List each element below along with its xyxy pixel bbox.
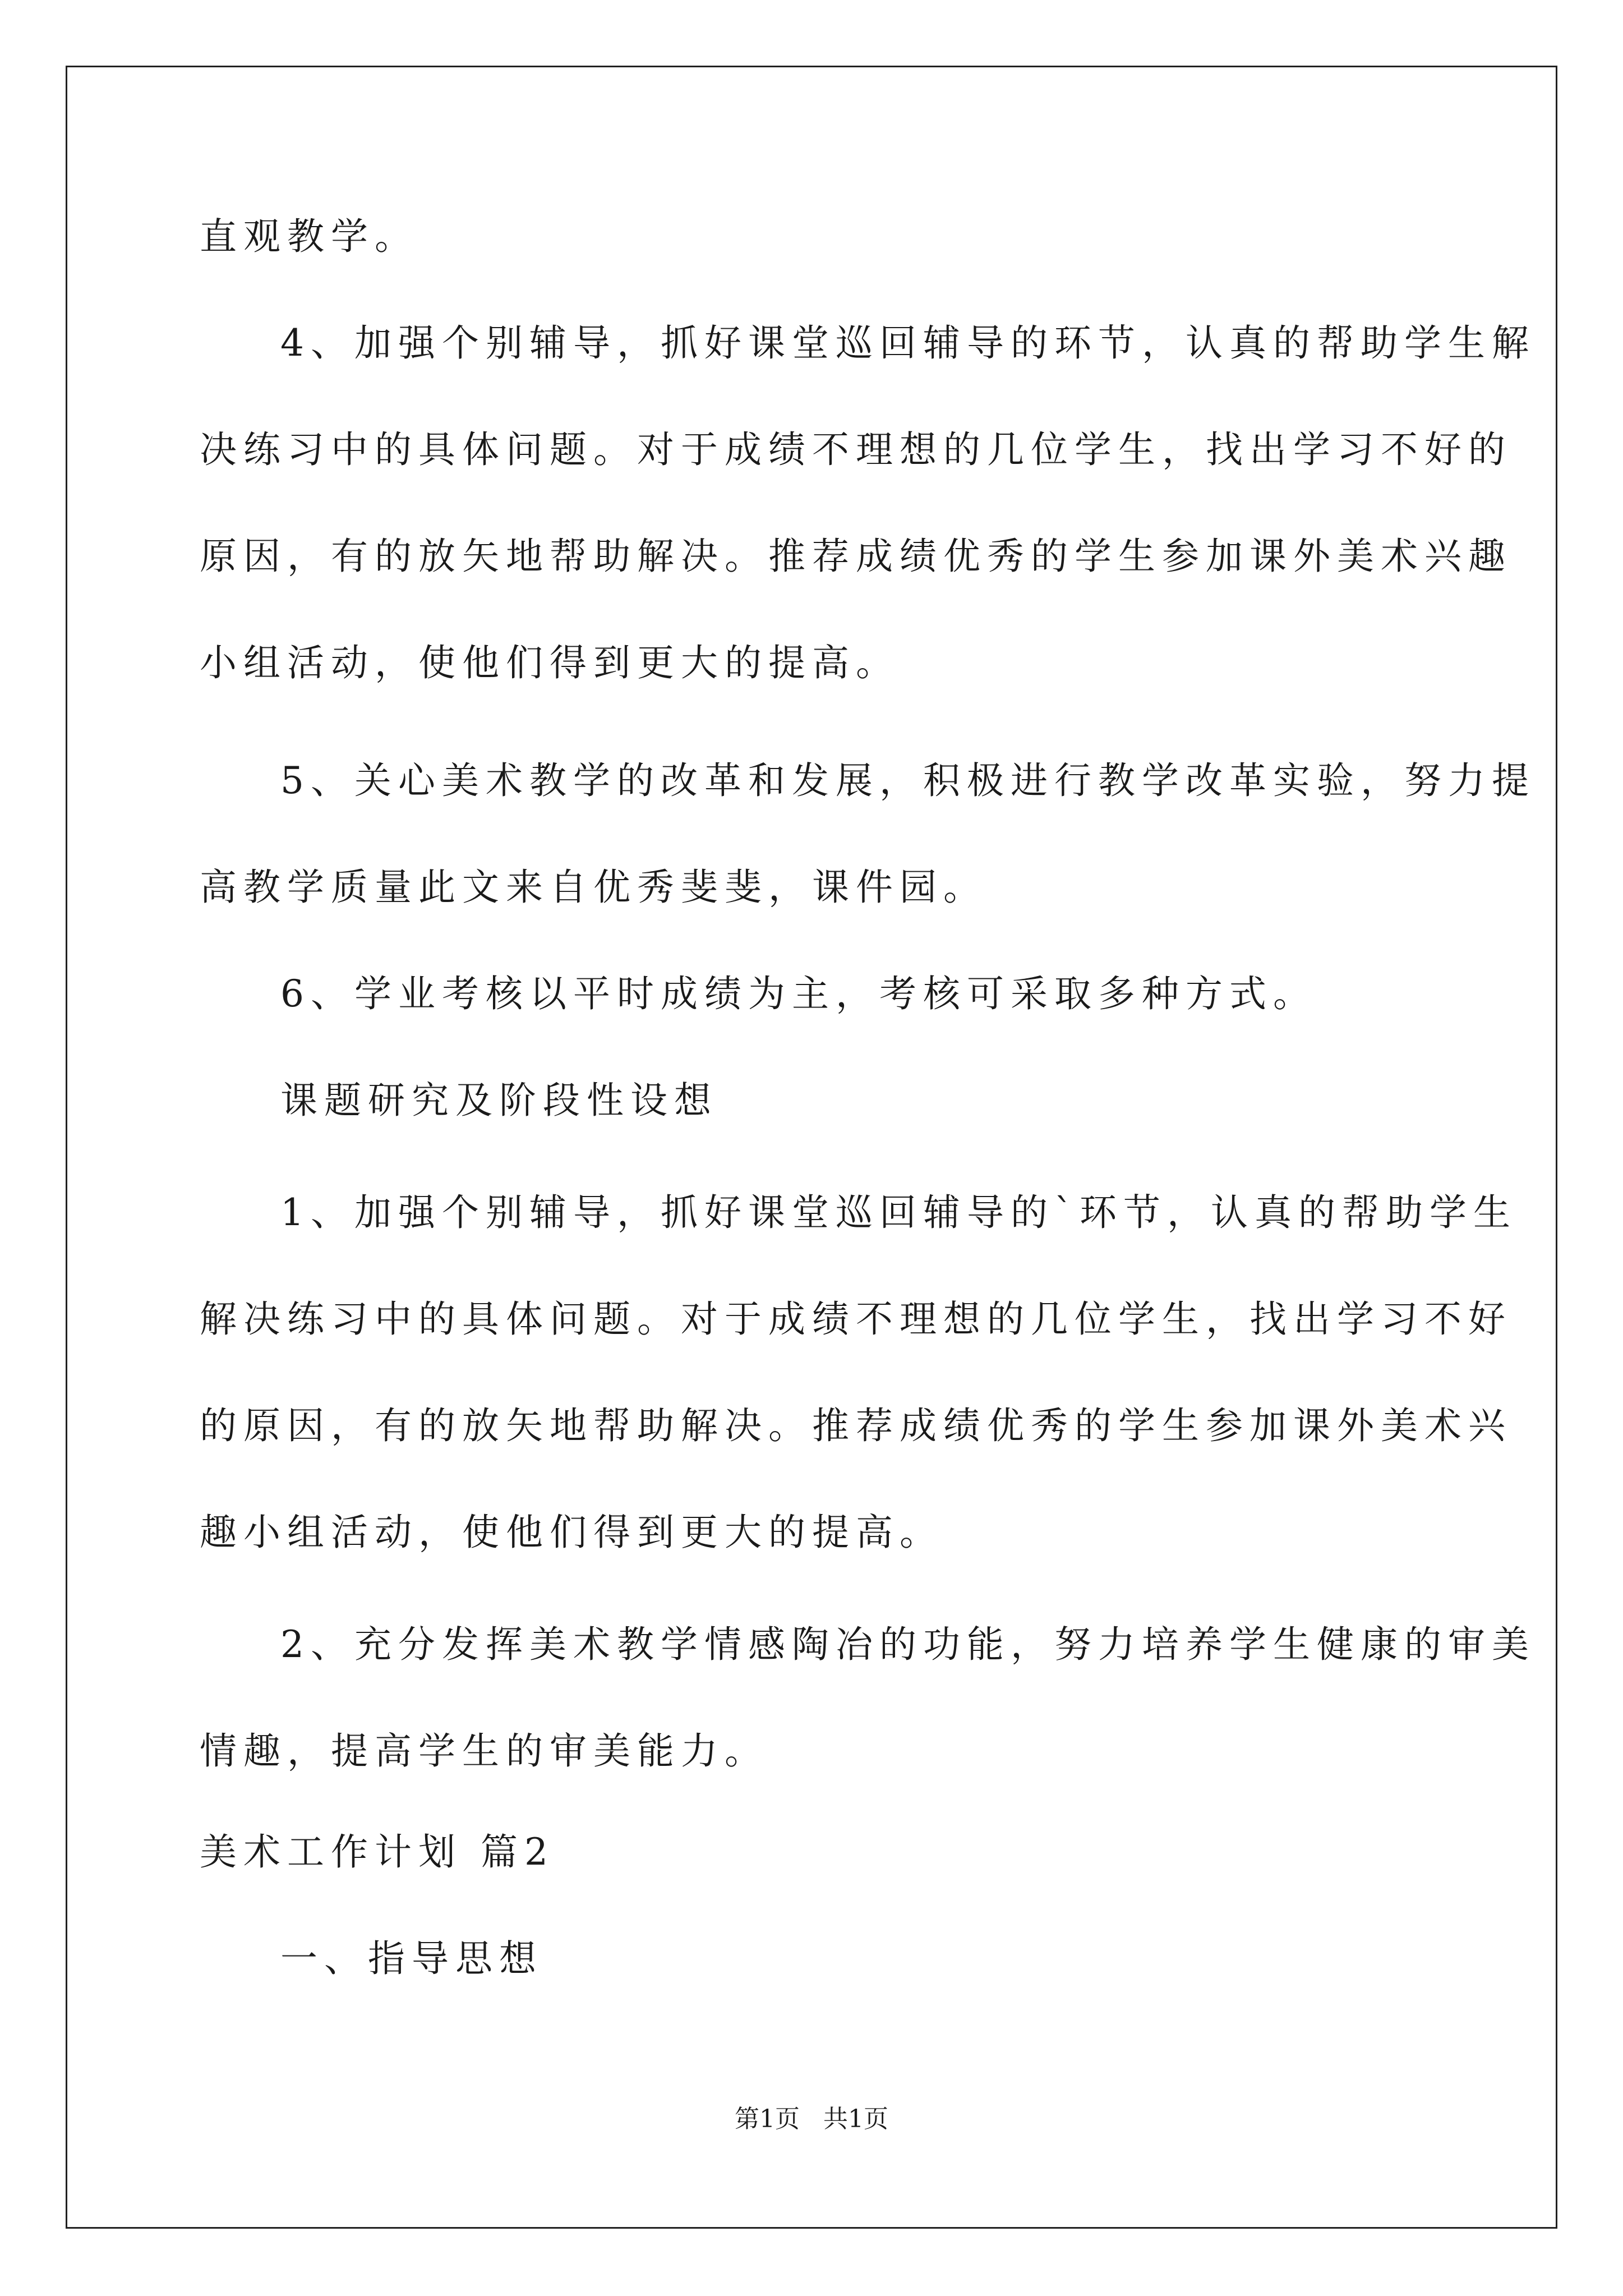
text-line: 1、加强个别辅导，抓好课堂巡回辅导的`环节，认真的帮助学生 bbox=[280, 1191, 1517, 1234]
text-line: 趣小组活动，使他们得到更大的提高。 bbox=[200, 1511, 943, 1554]
page-footer: 第1页 共1页 bbox=[735, 2105, 888, 2133]
text-line: 6、学业考核以平时成绩为主，考核可采取多种方式。 bbox=[280, 972, 1317, 1015]
article-heading: 美术工作计划 篇2 bbox=[200, 1830, 555, 1874]
page-border bbox=[66, 66, 1557, 2229]
text-line: 4、加强个别辅导，抓好课堂巡回辅导的环节，认真的帮助学生解 bbox=[280, 321, 1536, 365]
text-line: 原因，有的放矢地帮助解决。推荐成绩优秀的学生参加课外美术兴趣 bbox=[200, 535, 1512, 578]
section-heading: 课题研究及阶段性设想 bbox=[280, 1079, 718, 1122]
text-line: 决练习中的具体问题。对于成绩不理想的几位学生，找出学习不好的 bbox=[200, 428, 1512, 471]
text-line: 的原因，有的放矢地帮助解决。推荐成绩优秀的学生参加课外美术兴 bbox=[200, 1404, 1512, 1447]
text-line: 2、充分发挥美术教学情感陶冶的功能，努力培养学生健康的审美 bbox=[280, 1623, 1536, 1666]
text-line: 解决练习中的具体问题。对于成绩不理想的几位学生，找出学习不好 bbox=[200, 1297, 1512, 1341]
text-line: 直观教学。 bbox=[200, 215, 418, 258]
text-line: 高教学质量此文来自优秀斐斐，课件园。 bbox=[200, 866, 987, 909]
section-heading: 一、指导思想 bbox=[280, 1937, 543, 1980]
text-line: 小组活动，使他们得到更大的提高。 bbox=[200, 641, 900, 684]
text-line: 5、关心美术教学的改革和发展，积极进行教学改革实验，努力提 bbox=[280, 759, 1536, 802]
text-line: 情趣，提高学生的审美能力。 bbox=[200, 1729, 768, 1773]
